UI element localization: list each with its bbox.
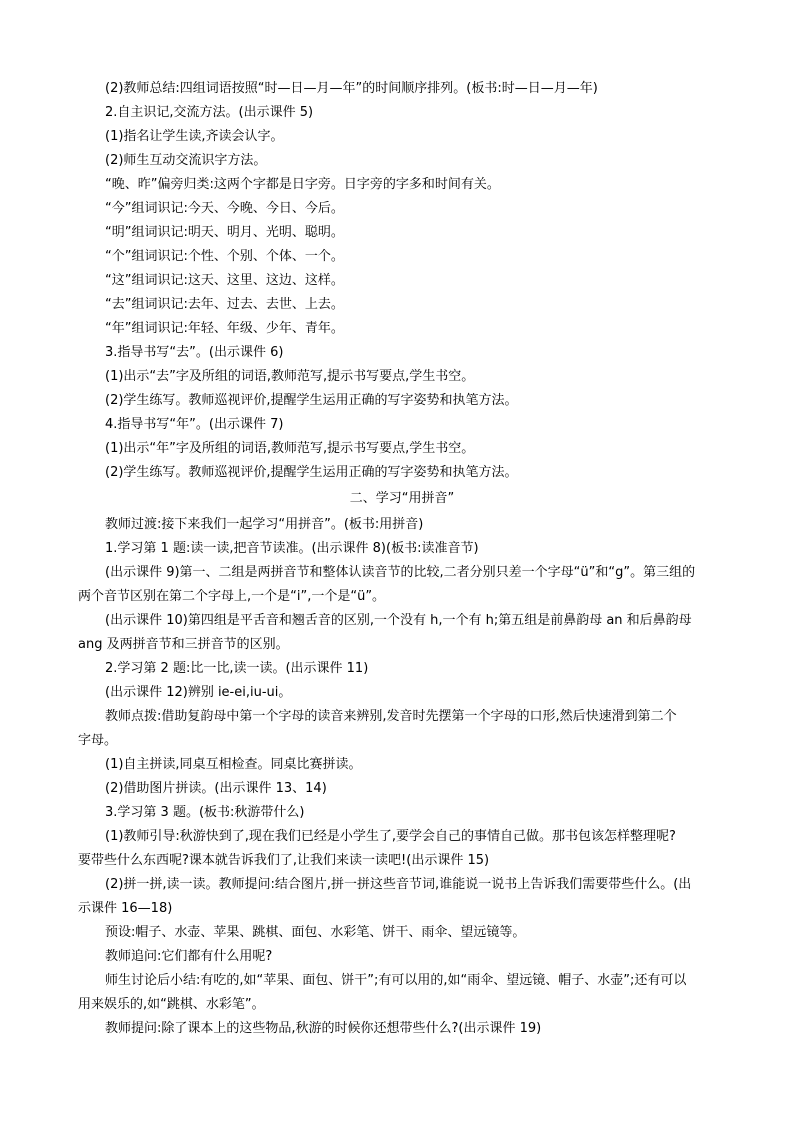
text-line: (2)拼一拼,读一读。教师提问:结合图片,拼一拼这些音节词,谁能说一说书上告诉我们需要带些什么。(出: [105, 877, 692, 892]
text-line: 教师提问:除了课本上的这些物品,秋游的时候你还想带些什么?(出示课件 19): [105, 1021, 542, 1036]
text-line: 师生讨论后小结:有吃的,如“苹果、面包、饼干”;有可以用的,如“雨伞、望远镜、帽子、水壶”;还有可以: [105, 973, 687, 988]
text-line: 3.学习第 3 题。(板书:秋游带什么): [105, 805, 305, 820]
text-line: “明”组词识记:明天、明月、光明、聪明。: [105, 225, 344, 240]
text-line: (1)出示“去”字及所组的词语,教师范写,提示书写要点,学生书空。: [105, 369, 475, 384]
text-line: (出示课件 9)第一、二组是两拼音节和整体认读音节的比较,二者分别只差一个字母“ü”和“g”。第三组的: [105, 565, 696, 580]
text-line: (2)学生练写。教师巡视评价,提醒学生运用正确的写字姿势和执笔方法。: [105, 465, 518, 480]
text-line: “去”组词识记:去年、过去、去世、上去。: [105, 297, 344, 312]
text-line: 预设:帽子、水壶、苹果、跳棋、面包、水彩笔、饼干、雨伞、望远镜等。: [105, 925, 526, 940]
text-line: 教师点拨:借助复韵母中第一个字母的读音来辨别,发音时先摆第一个字母的口形,然后快速滑到第二个: [105, 709, 677, 724]
text-line: 2.自主识记,交流方法。(出示课件 5): [105, 105, 314, 120]
text-line: ang 及两拼音节和三拼音节的区别。: [78, 637, 289, 652]
text-line: (出示课件 10)第四组是平舌音和翘舌音的区别,一个没有 h,一个有 h;第五组是前鼻韵母 an 和后鼻韵母: [105, 613, 692, 628]
text-line: (出示课件 12)辨别 ie-ei,iu-ui。: [105, 685, 292, 700]
text-line: (1)自主拼读,同桌互相检查。同桌比赛拼读。: [105, 757, 362, 772]
text-line: “这”组词识记:这天、这里、这边、这样。: [105, 273, 344, 288]
text-line: 1.学习第 1 题:读一读,把音节读准。(出示课件 8)(板书:读准音节): [105, 541, 479, 556]
text-line: 教师追问:它们都有什么用呢?: [105, 949, 273, 964]
text-line: 2.学习第 2 题:比一比,读一读。(出示课件 11): [105, 661, 369, 676]
text-line: 两个音节区别在第二个字母上,一个是“i”,一个是“ü”。: [78, 589, 386, 604]
text-line: “今”组词识记:今天、今晚、今日、今后。: [105, 201, 344, 216]
text-line: 4.指导书写“年”。(出示课件 7): [105, 417, 284, 432]
text-line: “个”组词识记:个性、个别、个体、一个。: [105, 249, 344, 264]
text-line: “年”组词识记:年轻、年级、少年、青年。: [105, 321, 344, 336]
text-line: 示课件 16—18): [78, 901, 173, 916]
text-line: 3.指导书写“去”。(出示课件 6): [105, 345, 284, 360]
section-heading: 二、学习“用拼音”: [349, 491, 455, 506]
text-line: (1)教师引导:秋游快到了,现在我们已经是小学生了,要学会自己的事情自己做。那书包该怎样整理呢?: [105, 829, 676, 844]
text-line: 要带些什么东西呢?课本就告诉我们了,让我们来读一读吧!(出示课件 15): [78, 853, 490, 868]
text-line: (2)师生互动交流识字方法。: [105, 153, 267, 168]
text-line: (2)借助图片拼读。(出示课件 13、14): [105, 781, 327, 796]
text-line: 教师过渡:接下来我们一起学习“用拼音”。(板书:用拼音): [105, 517, 424, 532]
text-line: (1)出示“年”字及所组的词语,教师范写,提示书写要点,学生书空。: [105, 441, 475, 456]
text-line: 字母。: [78, 733, 118, 748]
text-line: 用来娱乐的,如“跳棋、水彩笔”。: [78, 997, 265, 1012]
text-line: “晚、昨”偏旁归类:这两个字都是日字旁。日字旁的字多和时间有关。: [105, 177, 500, 192]
text-line: (1)指名让学生读,齐读会认字。: [105, 129, 284, 144]
text-line: (2)学生练写。教师巡视评价,提醒学生运用正确的写字姿势和执笔方法。: [105, 393, 518, 408]
text-line: (2)教师总结:四组词语按照“时—日—月—年”的时间顺序排列。(板书:时—日—月—年): [105, 81, 598, 96]
